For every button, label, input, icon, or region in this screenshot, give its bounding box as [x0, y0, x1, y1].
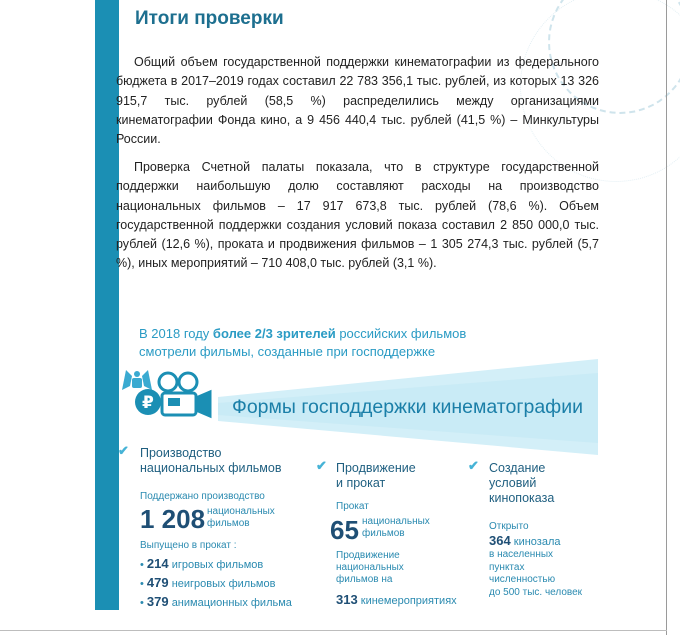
checkmark-icon: ✔ [468, 458, 479, 473]
highlight-post: российских фильмов [335, 326, 467, 341]
col2-promo-value-row [336, 592, 457, 607]
col3-heading-line3: кинопоказа [489, 491, 555, 505]
film-camera-icon [159, 373, 210, 416]
highlight-line2: смотрели фильмы, созданные при господдержке [139, 344, 436, 359]
col2-unit-line2: фильмов [362, 528, 405, 539]
col3-heading-line2: условий [489, 476, 537, 490]
checkmark-icon: ✔ [316, 458, 327, 473]
col3-opened-row [489, 533, 561, 548]
col2-promo-value: 313 [336, 592, 358, 607]
col2-rental-value: 65 [330, 515, 359, 545]
col1-supported-label: Поддержано производство [140, 491, 265, 502]
col2-heading-line1: Продвижение [336, 461, 416, 475]
ruble-icon [135, 389, 161, 415]
col1-unit-line2: фильмов [207, 518, 250, 529]
highlight-pre: В 2018 году [139, 326, 213, 341]
col1-unit-line1: национальных [207, 506, 275, 517]
cinema-logo-icon [118, 366, 218, 426]
col2-promo-line3: фильмов на [336, 574, 393, 585]
col3-line5: до 500 тыс. человек [489, 586, 583, 598]
svg-text:₽: ₽ [142, 393, 154, 413]
list-item: • 479 неигровых фильмов [140, 575, 276, 590]
list-item: • 214 игровых фильмов [140, 556, 264, 571]
col2-rental-label: Прокат [336, 501, 369, 512]
item-label: анимационных фильма [171, 597, 292, 609]
col1-supported-value: 1 208 [140, 504, 206, 534]
col1-released-label: Выпущено в прокат : [140, 540, 237, 551]
highlight-statement [139, 325, 559, 361]
col1-supported-unit [207, 506, 275, 530]
col3-heading-line1: Создание [489, 461, 546, 475]
page-title: Итоги проверки [135, 8, 284, 29]
item-value: 379 [146, 594, 169, 609]
col2-promo-text [336, 550, 404, 586]
col3-heading [489, 461, 554, 506]
item-value: 479 [146, 575, 169, 590]
col3-opened-value: 364 [489, 533, 511, 548]
col3-line2: в населенных [489, 549, 554, 560]
list-item: • 379 анимационных фильма [140, 594, 292, 609]
highlight-bold: более 2/3 зрителей [212, 326, 336, 341]
item-label: неигровых фильмов [171, 578, 276, 590]
item-label: игровых фильмов [171, 559, 264, 571]
col2-promo-unit: кинемероприятиях [360, 595, 457, 607]
item-value: 214 [146, 556, 169, 571]
col2-heading-line2: и прокат [336, 476, 386, 490]
col1-heading-line2: национальных фильмов [140, 461, 282, 475]
paragraph-funding-total: Общий объем государственной поддержки кинематографии из федерального бюджета в 2017–2019 годах составил 22 783 356,1 тыс. рублей, из которых 13 326 915,7 тыс. рублей (58,5 %) распределились между организациями кинематографии Фонда кино, а 9 456 440,4 тыс. рублей (41,5 %) – Минкультуры России. [116, 55, 599, 147]
col3-opened-unit: кинозала [513, 536, 561, 548]
col3-line4: численностью [489, 574, 556, 585]
col3-opened-label: Открыто [489, 521, 529, 532]
col3-line3: пунктах [489, 561, 525, 573]
col2-unit-line1: национальных [362, 516, 430, 527]
col1-heading [140, 446, 281, 476]
paragraph-funding-structure: Проверка Счетной палаты показала, что в структуре государственной поддержки наибольшую долю составляют расходы на производство национальных фильмов – 17 917 673,8 тыс. рублей (78,6 %). Объем государственной поддержки создания условий показа составил 2 850 000,0 тыс. рублей (12,6 %), проката и продвижения фильмов – 1 305 274,3 тыс. рублей (5,7 %), иных мероприятий – 710 408,0 тыс. рублей (3,1 %). [116, 160, 599, 271]
coat-of-arms-icon [122, 370, 152, 390]
col3-details [489, 549, 582, 599]
col2-heading [336, 461, 416, 491]
col2-promo-line1: Продвижение [336, 550, 400, 561]
page-edge-right [666, 0, 667, 635]
banner-title: Формы господдержки кинематографии [232, 396, 583, 418]
checkmark-icon: ✔ [118, 443, 129, 458]
page-edge-bottom [0, 630, 667, 631]
col2-promo-line2: национальных [336, 562, 404, 573]
col1-heading-line1: Производство [140, 446, 222, 460]
col2-rental-unit [362, 516, 430, 540]
